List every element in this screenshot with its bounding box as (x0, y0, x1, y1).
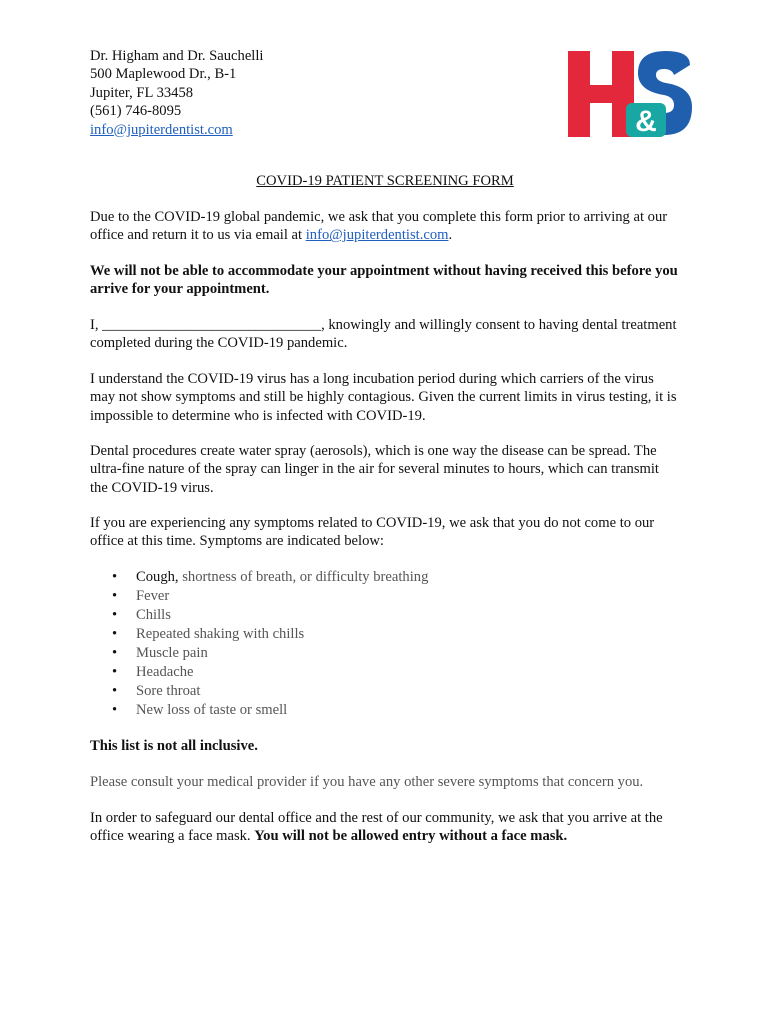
patient-name-blank[interactable]: ______________________________ (102, 317, 322, 333)
practice-contact-block (90, 47, 450, 139)
consent-paragraph (90, 316, 680, 353)
symptom-item: • Muscle pain (112, 645, 208, 661)
bullet-icon: • (112, 702, 118, 718)
appointment-warning: We will not be able to accommodate your appointment without having received this before you arrive for your appointment. (90, 263, 678, 298)
symptom-item: • Chills (112, 607, 171, 623)
bullet-icon: • (112, 664, 118, 680)
consent-prefix: I, (90, 317, 103, 333)
practice-phone: (561) 746-8095 (90, 103, 182, 120)
bullet-icon: • (112, 569, 118, 585)
not-inclusive-note: This list is not all inclusive. (90, 738, 258, 754)
consult-provider-note: Please consult your medical provider if you have any other severe symptoms that concern you. (90, 774, 644, 790)
tooth-icon (594, 56, 606, 83)
bullet-icon: • (112, 607, 118, 623)
practice-logo (566, 47, 694, 139)
bullet-icon: • (112, 588, 118, 604)
symptoms-list (90, 568, 428, 720)
face-mask-paragraph (90, 809, 680, 846)
intro-text: Due to the COVID-19 global pandemic, we ask that you complete this form prior to arriving at our office and return it to us via email at (90, 209, 668, 244)
symptom-item: • Fever (112, 588, 170, 604)
face-mask-requirement: You will not be allowed entry without a face mask. (254, 828, 568, 845)
intro-period: . (448, 227, 453, 244)
bullet-icon: • (112, 626, 118, 642)
symptom-item: • Repeated shaking with chills (112, 626, 305, 642)
symptom-item: • Sore throat (112, 683, 201, 699)
practice-name: Dr. Higham and Dr. Sauchelli (90, 48, 264, 64)
bullet-icon: • (112, 645, 118, 661)
bullet-icon: • (112, 683, 118, 699)
symptom-item: • Cough, shortness of breath, or difficulty breathing (112, 569, 429, 585)
consent-text: , knowingly and willingly consent to having dental treatment completed during the COVID-19 pandemic. (90, 317, 677, 352)
practice-address-street: 500 Maplewood Dr., B-1 (90, 66, 237, 83)
symptoms-intro-paragraph: If you are experiencing any symptoms related to COVID-19, we ask that you do not come to our office at this time. Symptoms are indicated below: (90, 515, 655, 550)
incubation-paragraph: I understand the COVID-19 virus has a long incubation period during which carriers of the virus may not show symptoms and still be highly contagious. Given the current limits in virus testing, it is impossible to determine who is infected with COVID-19. (90, 371, 677, 424)
svg-text:&: & (635, 105, 657, 138)
intro-email-link[interactable]: info@jupiterdentist.com (305, 227, 449, 244)
symptom-item: • New loss of taste or smell (112, 702, 288, 718)
tooth-icon (594, 104, 606, 131)
practice-email-link[interactable]: info@jupiterdentist.com (90, 121, 233, 138)
aerosols-paragraph: Dental procedures create water spray (aerosols), which is one way the disease can be spread. The ultra-fine nature of the spray can linger in the air for several minutes to hours, which can transmit the COVID-19 virus. (90, 443, 659, 496)
symptom-item: • Headache (112, 664, 194, 680)
face-mask-text: In order to safeguard our dental office and the rest of our community, we ask that you arrive at the office wearing a face mask. (90, 810, 663, 845)
form-title: COVID-19 PATIENT SCREENING FORM (256, 173, 514, 189)
practice-address-city: Jupiter, FL 33458 (90, 84, 194, 101)
logo-ampersand (626, 103, 666, 138)
intro-paragraph (90, 208, 680, 245)
